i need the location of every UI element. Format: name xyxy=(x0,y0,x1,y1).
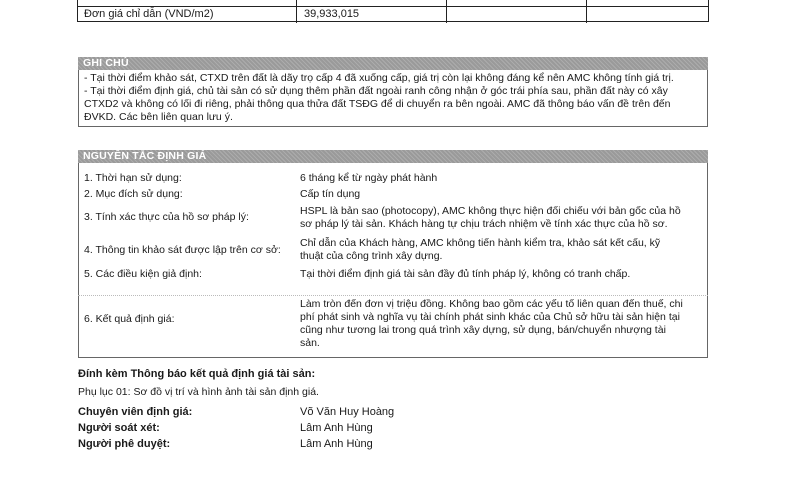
valuation-table-fragment xyxy=(77,0,709,22)
signature-name: Lâm Anh Hùng xyxy=(300,422,373,434)
principle-label: 1. Thời hạn sử dụng: xyxy=(84,172,182,184)
indicative-price-value: 39,933,015 xyxy=(304,8,360,20)
principle-label: 5. Các điều kiện giả định: xyxy=(84,268,202,280)
principle-value: Chỉ dẫn của Khách hàng, AMC không tiến hành kiểm tra, khảo sát kết cấu, kỹ xyxy=(300,237,661,249)
indicative-price-label: Đơn giá chỉ dẫn (VND/m2) xyxy=(84,8,214,20)
signature-role: Chuyên viên định giá: xyxy=(78,406,193,418)
principle-value: Cấp tín dụng xyxy=(300,188,361,200)
principle-label: 6. Kết quả định giá: xyxy=(84,313,175,325)
signature-name: Lâm Anh Hùng xyxy=(300,438,373,450)
principle-value: sản. xyxy=(300,337,320,349)
signature-role: Người soát xét: xyxy=(78,422,160,434)
principle-value: Tại thời điểm định giá tài sản đầy đủ tính pháp lý, không có tranh chấp. xyxy=(300,268,631,280)
principle-value: cũng như tương lai trong quá trình xây dựng, sử dụng, bán/chuyển nhượng tài xyxy=(300,324,666,336)
signature-role: Người phê duyệt: xyxy=(78,438,171,450)
scan-artifact-line xyxy=(78,295,708,296)
principle-value: 6 tháng kể từ ngày phát hành xyxy=(300,172,438,184)
notes-header: GHI CHÚ xyxy=(78,57,708,70)
attachments-title: Đính kèm Thông báo kết quả định giá tài sản: xyxy=(78,368,316,380)
principle-value: Làm tròn đến đơn vị triệu đồng. Không bao gồm các yếu tố liên quan đến thuế, chi xyxy=(300,298,683,310)
principle-label: 2. Mục đích sử dụng: xyxy=(84,188,183,200)
principle-value: sơ pháp lý tài sản. Khách hàng tự chịu trách nhiệm về tính xác thực của hồ sơ. xyxy=(300,218,668,230)
principle-value: HSPL là bản sao (photocopy), AMC không thực hiện đối chiếu với bản gốc của hồ xyxy=(300,205,681,217)
table-row xyxy=(78,6,708,23)
note-line: - Tại thời điểm khảo sát, CTXD trên đất là dãy trọ cấp 4 đã xuống cấp, giá trị còn lại không đáng kể nên AMC không tính giá trị. xyxy=(84,72,674,84)
principle-value: thuật của công trình xây dựng. xyxy=(300,250,443,262)
principle-label: 3. Tính xác thực của hồ sơ pháp lý: xyxy=(84,211,249,223)
note-line: - Tại thời điểm định giá, chủ tài sản có sử dụng thêm phần đất ngoài ranh công nhận ở góc trái phía sau, phần đất này có xây xyxy=(84,85,668,97)
note-line: CTXD2 và không có lối đi riêng, phải thông qua thửa đất TSĐG để di chuyển ra bên ngoài. AMC đã thông báo vấn đề trên đến xyxy=(84,98,671,110)
principle-label: 4. Thông tin khảo sát được lập trên cơ sở: xyxy=(84,244,281,256)
signature-name: Võ Văn Huy Hoàng xyxy=(300,406,395,418)
appendix-line: Phụ lục 01: Sơ đồ vị trí và hình ảnh tài sản định giá. xyxy=(78,386,319,398)
note-line: ĐVKD. Các bên liên quan lưu ý. xyxy=(84,111,233,123)
principles-header: NGUYÊN TẮC ĐỊNH GIÁ xyxy=(78,150,708,163)
principle-value: phí phát sinh và nghĩa vụ tài chính phát sinh khác của Chủ sở hữu tài sản hiện tại xyxy=(300,311,680,323)
